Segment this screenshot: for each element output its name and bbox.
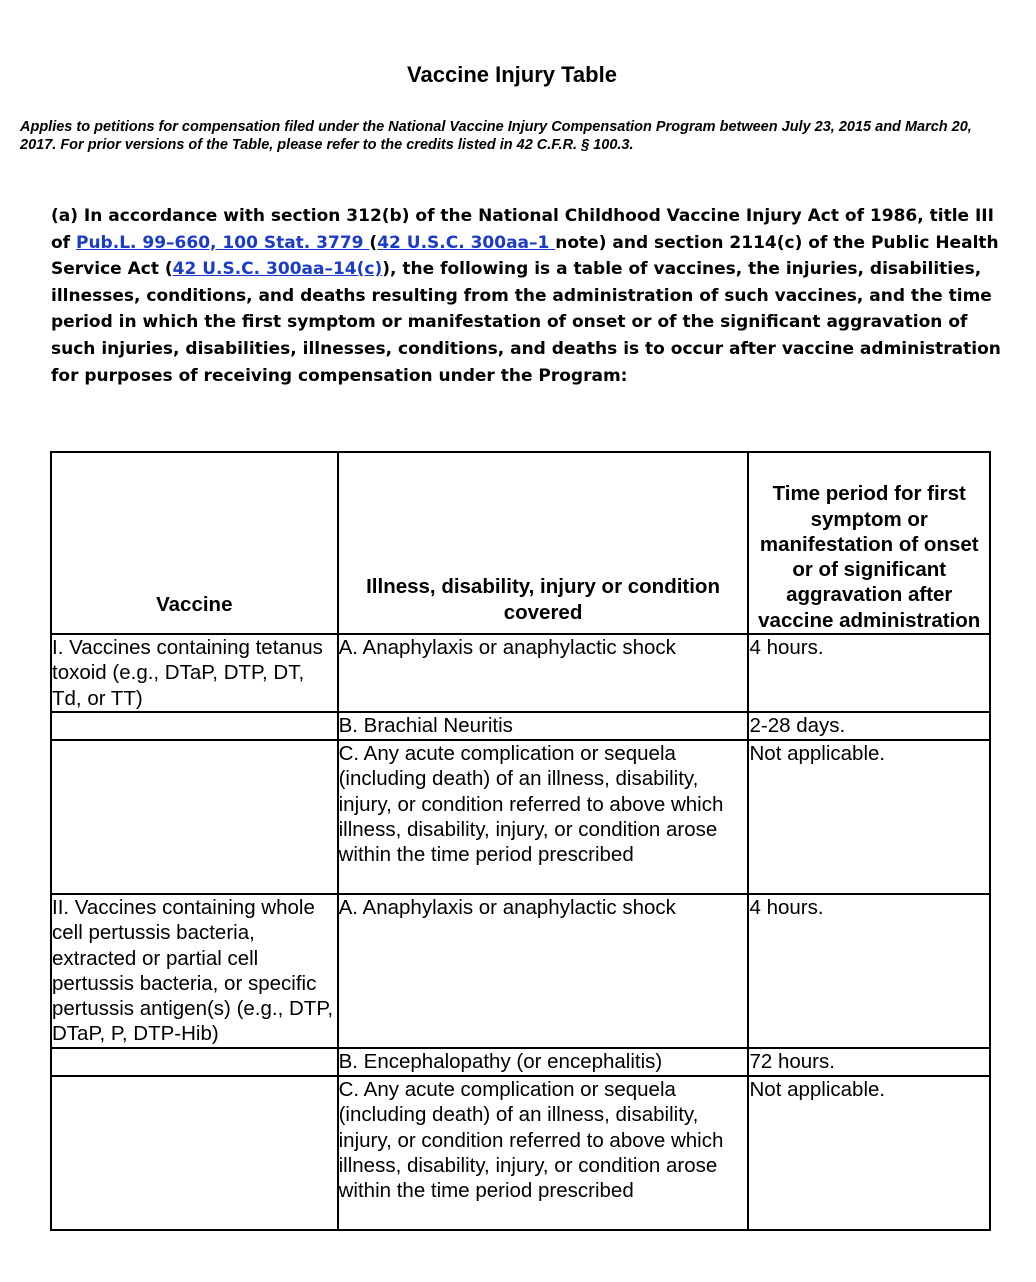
intro-paragraph [51, 203, 1001, 389]
link-pub-law[interactable]: Pub.L. 99–660, 100 Stat. 3779 [76, 232, 370, 253]
cell-time: 72 hours. [748, 1048, 990, 1076]
link-usc-300aa-14c[interactable]: 42 U.S.C. 300aa–14(c) [172, 259, 383, 280]
cell-illness: B. Encephalopathy (or encephalitis) [338, 1048, 749, 1076]
applies-note: Applies to petitions for compensation filed under the National Vaccine Injury Compensation Program between July 23, 2015 and March 20, 2017. For prior versions of the Table, please refer to the credits listed in 42 C.F.R. § 100.3. [20, 119, 972, 153]
intro-text-1: (a) In accordance with section 312(b) of the National Childhood Vaccine Injury Act of 1986, title III of [51, 206, 994, 253]
cell-illness: B. Brachial Neuritis [338, 712, 749, 740]
cell-time: Not applicable. [748, 740, 990, 894]
header-time: Time period for first symptom or manifestation of onset or of significant aggravation after vaccine administration [748, 452, 990, 634]
cell-illness: C. Any acute complication or sequela (including death) of an illness, disability, injury, or condition referred to above which illness, disability, injury, or condition arose within the time period prescribed [338, 1076, 749, 1230]
cell-vaccine [51, 712, 338, 740]
table-row [51, 634, 990, 712]
cell-time: Not applicable. [748, 1076, 990, 1230]
cell-vaccine [51, 1076, 338, 1230]
cell-vaccine [51, 740, 338, 894]
table-header-row [51, 452, 990, 634]
link-usc-300aa-1[interactable]: 42 U.S.C. 300aa–1 [377, 232, 556, 253]
cell-vaccine: I. Vaccines containing tetanus toxoid (e.g., DTaP, DTP, DT, Td, or TT) [51, 634, 338, 712]
vaccine-injury-table [50, 451, 991, 1231]
page-title: Vaccine Injury Table [407, 62, 617, 87]
cell-vaccine [51, 1048, 338, 1076]
cell-time: 4 hours. [748, 634, 990, 712]
cell-illness: A. Anaphylaxis or anaphylactic shock [338, 634, 749, 712]
intro-text-2: ( [369, 232, 378, 253]
table-row [51, 740, 990, 894]
table-row [51, 1076, 990, 1230]
cell-vaccine: II. Vaccines containing whole cell pertussis bacteria, extracted or partial cell pertussis bacteria, or specific pertussis antigen(s) (e.g., DTP, DTaP, P, DTP-Hib) [51, 894, 338, 1048]
header-vaccine: Vaccine [51, 452, 338, 634]
table-row [51, 1048, 990, 1076]
header-illness: Illness, disability, injury or condition covered [338, 452, 749, 634]
cell-illness: C. Any acute complication or sequela (including death) of an illness, disability, injury, or condition referred to above which illness, disability, injury, or condition arose within the time period prescribed [338, 740, 749, 894]
intro-text-3: note) and section 2114(c) of the Public Health Service Act ( [51, 232, 999, 280]
table-row [51, 894, 990, 1048]
cell-illness: A. Anaphylaxis or anaphylactic shock [338, 894, 749, 1048]
cell-time: 2-28 days. [748, 712, 990, 740]
intro-text-4: ), the following is a table of vaccines, the injuries, disabilities, illnesses, conditions, and deaths resulting from the administration of such vaccines, and the time period in which the first symptom or manifestation of onset or of the significant aggravation of such injuries, disabilities, illnesses, conditions, and deaths is to occur after vaccine administration for purposes of receiving compensation under the Program: [51, 259, 1001, 386]
cell-time: 4 hours. [748, 894, 990, 1048]
table-row [51, 712, 990, 740]
